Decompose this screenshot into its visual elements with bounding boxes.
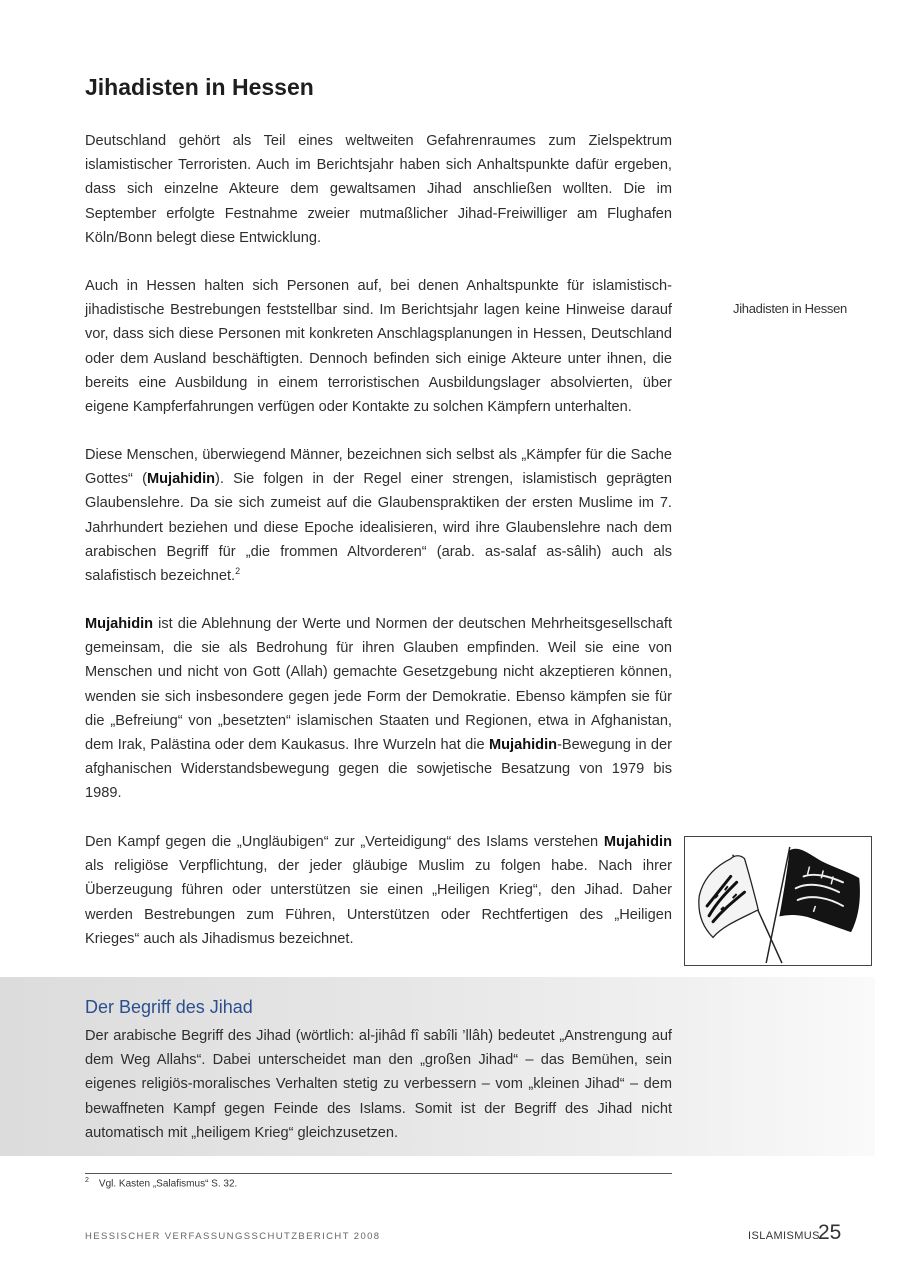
infobox-text: Der arabische Begriff des Jihad (wörtlich: al-jihâd fî sabîli ’llâh) bedeutet „Anstrengung auf dem Weg Allahs“. Dabei unterscheidet man den „großen Jihad“ – das Bemühen, sein eigenes religiös-moralisches Verhalten stetig zu verbessern – vom „kleinen Jihad“ – dem bewaffneten Kampf gegen Feinde des Islams. Somit ist der Begriff des Jihad nicht automatisch mit „heiligem Krieg“ gleichzusetzen. (85, 1028, 672, 1141)
term-mujahidin: Mujahidin (85, 616, 154, 632)
flags-illustration (684, 836, 872, 966)
text-segment: -Bewegung in der afghanischen Widerstandsbewegung gegen die sowjetische Besatzung von 1979 bis 1989. (85, 737, 672, 802)
footnote-number: 2 (85, 1177, 89, 1184)
footer-section: ISLAMISMUS (748, 1230, 820, 1242)
paragraph-3 (85, 443, 672, 588)
footnote (85, 1177, 237, 1189)
text-segment: als religiöse Verpflichtung, der jeder gläubige Muslim zu folgen habe. Nach ihrer Überzeugung führen oder unterstützen sie einen „Heiligen Krieg“, den Jihad. Daher werden Bestrebungen zum Führen, Unterstützen oder Rechtfertigen des „Heiligen Krieges“ auch als Jihadismus bezeichnet. (85, 858, 672, 947)
paragraph-1 (85, 129, 672, 250)
footnote-divider (85, 1173, 672, 1174)
paragraph-2 (85, 274, 672, 419)
text-segment: Den Kampf gegen die „Ungläubigen“ zur „Verteidigung“ des Islams verstehen (85, 834, 604, 850)
page-number: 25 (818, 1221, 842, 1244)
page-title: Jihadisten in Hessen (85, 74, 314, 100)
term-mujahidin: Mujahidin (146, 471, 216, 488)
paragraph-text (85, 612, 672, 806)
paragraph-text: Deutschland gehört als Teil eines weltweiten Gefahrenraumes zum Zielspektrum islamistischer Terroristen. Auch im Berichtsjahr haben sich Anhaltspunkte dafür ergeben, dass sich einzelne Akteure dem gewaltsamen Jihad anschließen wollten. Die im September erfolgte Festnahme zweier mutmaßlicher Jihad-Freiwilliger am Flughafen Köln/Bonn belegt diese Entwicklung. (85, 133, 672, 246)
term-mujahidin: Mujahidin (603, 834, 672, 850)
text-segment: ). Sie folgen in der Regel einer strengen, islamistisch geprägten Glaubenslehre. Da sie sich zumeist auf die Glaubenspraktiken der ersten Muslime im 7. Jahrhundert beziehen und diese Epoche idealisieren, wird ihre Glaubenslehre nach dem arabischen Begriff für „die frommen Altvorderen“ (arab. as-salaf as-sâlih) auch als salafistisch bezeichnet. (85, 471, 672, 585)
footnote-reference: 2 (235, 566, 241, 577)
footer-publication: HESSISCHER VERFASSUNGSSCHUTZBERICHT 2008 (85, 1231, 381, 1242)
paragraph-text: Auch in Hessen halten sich Personen auf, bei denen Anhaltspunkte für islamistisch-jihadistische Bestrebungen feststellbar sind. Im Berichtsjahr lagen keine Hinweise darauf vor, dass sich diese Personen mit konkreten Anschlagsplanungen in Hessen, Deutschland oder dem Ausland beschäftigten. Dennoch befinden sich einige Akteure unter ihnen, die bereits eine Ausbildung in einem terroristischen Ausbildungslager absolvierten, über eigene Kampferfahrungen verfügen oder Kontakte zu solchen Kämpfern unterhalten. (85, 278, 672, 416)
paragraph-4 (85, 612, 672, 806)
paragraph-5 (85, 830, 672, 951)
paragraph-text (85, 443, 672, 588)
term-mujahidin: Mujahidin (488, 737, 558, 754)
infobox-title: Der Begriff des Jihad (85, 997, 253, 1017)
text-segment: Diese Menschen, überwiegend Männer, bezeichnen sich selbst als „Kämpfer für die Sache Gottes“ ( (85, 447, 672, 488)
text-segment: ist die Ablehnung der Werte und Normen der deutschen Mehrheitsgesellschaft gemeinsam, die sie als Bedrohung für ihren Glauben empfinden. Weil sie eine von Menschen und nicht von Gott (Allah) gemachte Gesetzgebung nicht akzeptieren können, wenden sie sich insbesondere gegen jede Form der Demokratie. Ebenso kämpfen sie für die „Befreiung“ von „besetzten“ islamischen Staaten und Regionen, etwa in Afghanistan, dem Irak, Palästina oder dem Kaukasus. Ihre Wurzeln hat die (85, 616, 672, 754)
margin-note: Jihadisten in Hessen (733, 301, 847, 316)
paragraph-text (85, 830, 672, 951)
crossed-flags-icon (685, 837, 871, 965)
footnote-text: Vgl. Kasten „Salafismus“ S. 32. (98, 1178, 238, 1190)
